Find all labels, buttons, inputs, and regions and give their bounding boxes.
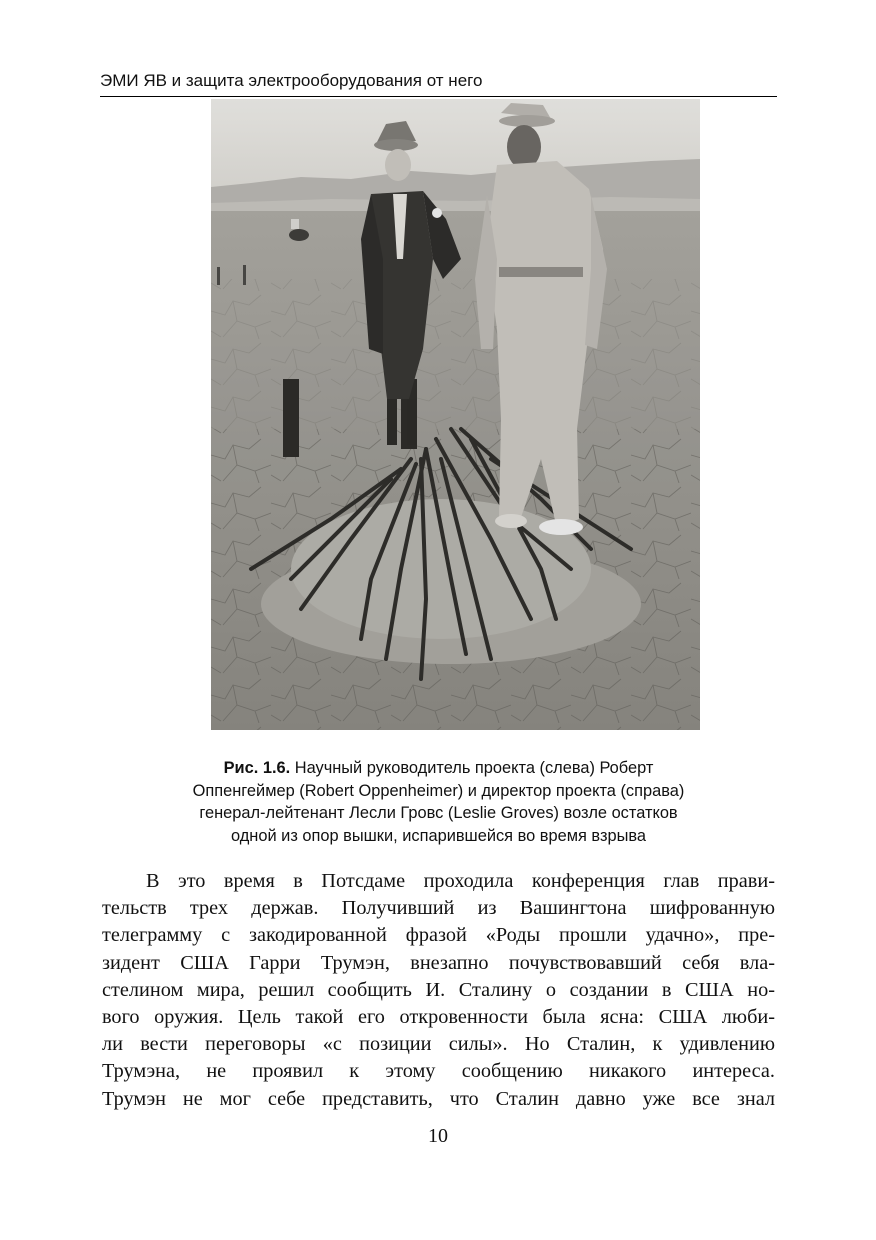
caption-line-3: генерал-лейтенант Лесли Гровс (Leslie Groves) возле остатков <box>199 804 678 822</box>
figure-photo <box>211 99 700 730</box>
body-line: вого оружия. Цель такой его откровенности была ясна: США люби- <box>102 1005 775 1028</box>
figure-caption <box>100 757 777 847</box>
caption-line-2: Оппенгеймер (Robert Oppenheimer) и директор проекта (справа) <box>192 781 685 800</box>
running-header <box>100 70 777 97</box>
body-line: стелином мира, решил сообщить И. Сталину о создании в США но- <box>102 978 775 1001</box>
body-line: Трумэна, не проявил к этому сообщению никакого интереса. <box>102 1060 775 1083</box>
caption-line-1 <box>100 757 777 780</box>
caption-line-4: одной из опор вышки, испарившейся во время взрыва <box>230 826 647 845</box>
body-line: Трумэн не мог себе представить, что Сталин давно уже все знал <box>102 1087 775 1110</box>
body-line: ли вести переговоры «с позиции силы». Но Сталин, к удивлению <box>102 1033 775 1056</box>
running-title: ЭМИ ЯВ и защита электрооборудования от него <box>100 71 483 90</box>
body-line: тельств трех держав. Получивший из Вашингтона шифрованную <box>102 897 775 920</box>
photo-oppenheimer-groves <box>211 99 700 730</box>
figure-label: Рис. 1.6. <box>223 759 291 777</box>
caption-text-1: Научный руководитель проекта (слева) Роберт <box>290 759 654 777</box>
body-line: зидент США Гарри Трумэн, внезапно почувствовавший себя вла- <box>102 951 775 974</box>
page-number: 10 <box>428 1125 448 1147</box>
body-line: В это время в Потсдаме проходила конференция глав прави- <box>146 870 775 892</box>
body-paragraph <box>102 868 775 1113</box>
body-line: телеграмму с закодированной фразой «Роды прошли удачно», пре- <box>102 924 775 947</box>
